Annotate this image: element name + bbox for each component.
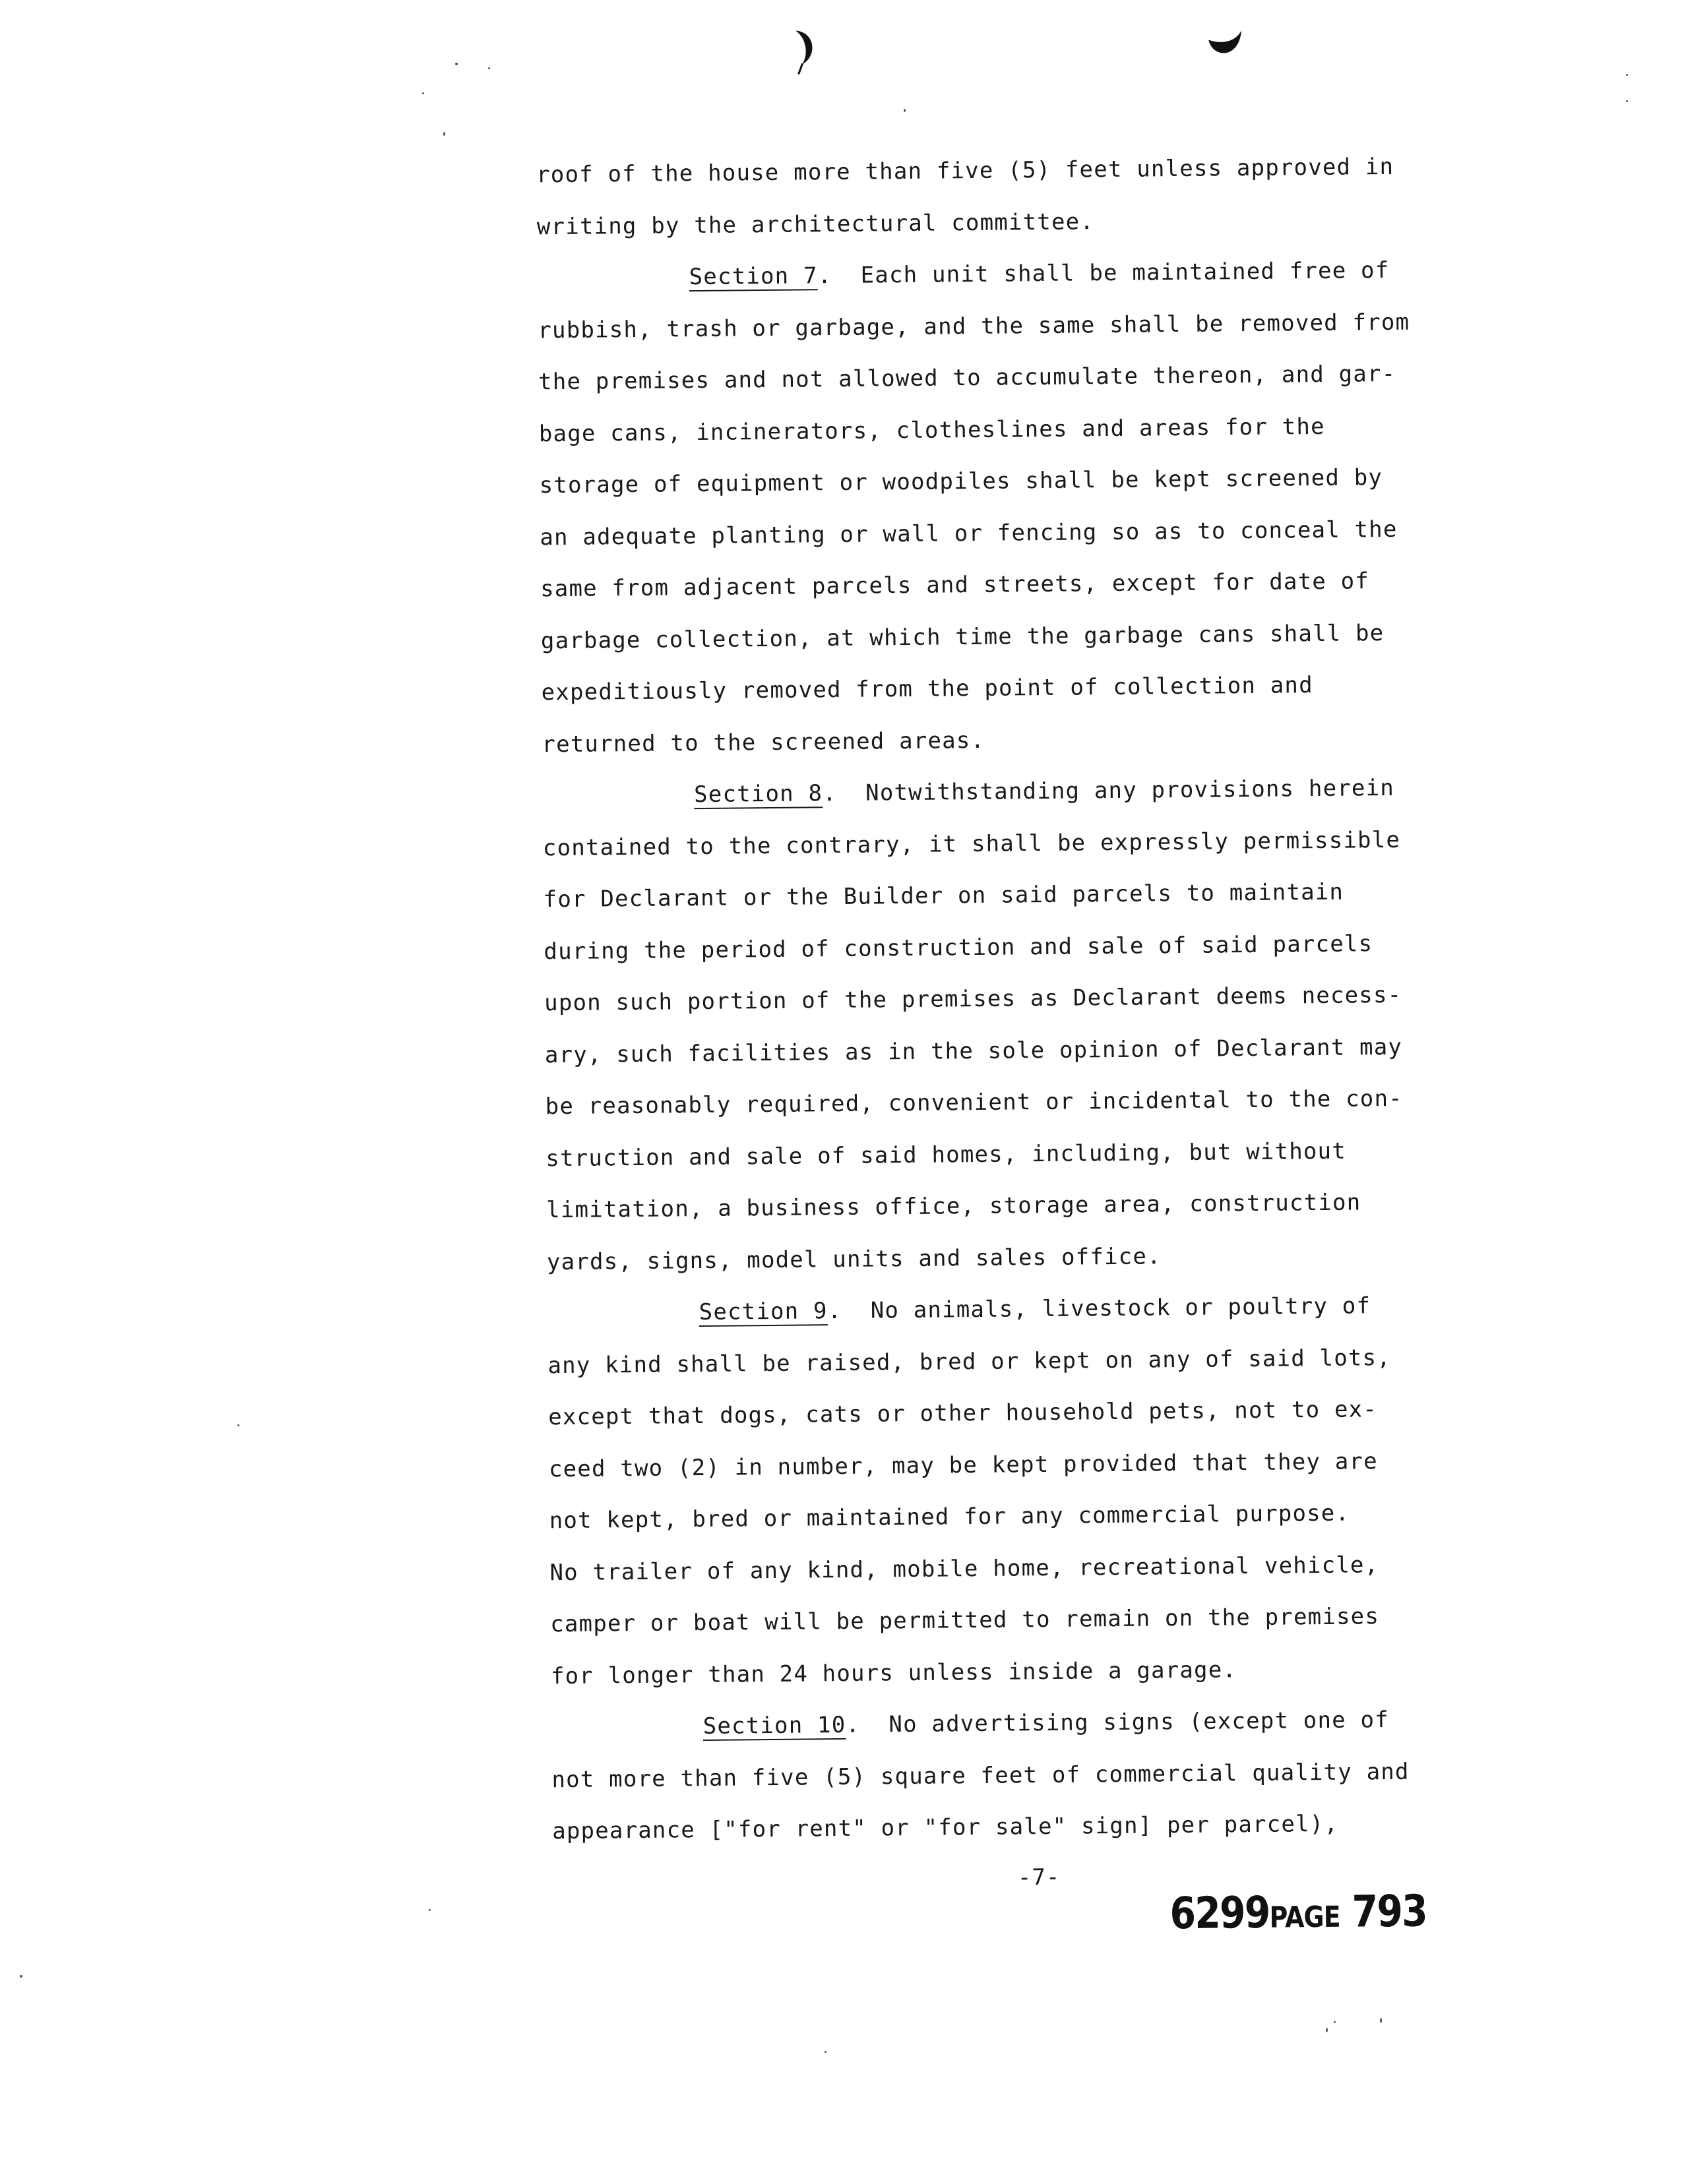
line-text: the premises and not allowed to accumulate thereon, and gar- xyxy=(538,360,1396,396)
text-line xyxy=(537,192,1487,253)
line-text: for longer than 24 hours unless inside a garage. xyxy=(550,1656,1237,1689)
scan-speck xyxy=(1334,2021,1336,2023)
line-text: not more than five (5) square feet of commercial quality and xyxy=(551,1758,1410,1793)
text-line xyxy=(541,657,1491,718)
text-line xyxy=(536,140,1487,201)
scan-speck xyxy=(1626,74,1628,76)
line-text: storage of equipment or woodpiles shall be kept screened by xyxy=(539,464,1383,499)
text-line xyxy=(545,1124,1496,1184)
text-line xyxy=(551,1745,1502,1805)
line-text: appearance ["for rent" or "for sale" sign] per parcel), xyxy=(552,1810,1339,1845)
line-text: bage cans, incinerators, clotheslines and areas for the xyxy=(538,413,1325,447)
text-line xyxy=(548,1382,1499,1443)
line-text: not kept, bred or maintained for any commercial purpose. xyxy=(549,1500,1350,1534)
scan-speck xyxy=(429,1909,431,1911)
line-text: roof of the house more than five (5) feet unless approved in xyxy=(536,153,1394,189)
line-text: ary, such facilities as in the sole opinion of Declarant may xyxy=(544,1033,1403,1068)
line-text: for Declarant or the Builder on said parcels to maintain xyxy=(543,878,1344,913)
line-text: same from adjacent parcels and streets, except for date of xyxy=(540,568,1370,603)
line-text: garbage collection, at which time the garbage cans shall be xyxy=(540,619,1385,654)
scan-speck xyxy=(455,63,458,65)
scan-speck xyxy=(237,1424,239,1426)
line-text: . No advertising signs (except one of xyxy=(846,1707,1390,1738)
text-line xyxy=(544,917,1494,977)
text-line xyxy=(539,399,1489,460)
scan-speck xyxy=(825,2051,826,2053)
text-line xyxy=(543,813,1493,874)
line-text: during the period of construction and sale of said parcels xyxy=(544,930,1373,965)
line-text: limitation, a business office, storage area, construction xyxy=(546,1189,1361,1224)
line-text: . No animals, livestock or poultry of xyxy=(827,1292,1371,1325)
line-text: ceed two (2) in number, may be kept provided that they are xyxy=(548,1447,1378,1482)
line-text: be reasonably required, convenient or incidental to the con- xyxy=(545,1085,1404,1120)
text-line xyxy=(542,710,1492,770)
punch-hole-mark-right xyxy=(1203,21,1250,68)
line-text: any kind shall be raised, bred or kept on any of said lots, xyxy=(547,1344,1392,1379)
text-line xyxy=(543,864,1493,925)
text-line xyxy=(549,1538,1500,1598)
text-line xyxy=(552,1796,1503,1857)
scan-speck xyxy=(904,109,906,112)
document-body xyxy=(536,140,1503,1858)
line-text: No trailer of any kind, mobile home, recreational vehicle, xyxy=(549,1551,1379,1586)
line-text: rubbish, trash or garbage, and the same shall be removed from xyxy=(538,309,1410,344)
scan-speck xyxy=(443,132,445,136)
section-heading: Section 7 xyxy=(689,262,818,291)
text-line xyxy=(546,1175,1497,1236)
scan-speck xyxy=(1380,2018,1382,2023)
text-line xyxy=(549,1434,1499,1495)
scan-speck xyxy=(422,92,424,94)
recording-stamp xyxy=(1169,1885,1427,1939)
text-line xyxy=(547,1279,1497,1339)
text-line xyxy=(541,606,1491,667)
text-line xyxy=(542,761,1493,822)
scan-speck xyxy=(20,1975,22,1978)
text-line xyxy=(538,295,1488,356)
line-text: an adequate planting or wall or fencing so as to conceal the xyxy=(540,516,1398,551)
stamp-page-number: 793 xyxy=(1352,1885,1427,1937)
text-line xyxy=(537,244,1487,305)
stamp-book-number: 6299 xyxy=(1169,1887,1270,1939)
text-line xyxy=(544,968,1495,1029)
line-text: camper or boat will be permitted to remain on the premises xyxy=(550,1603,1380,1638)
text-line xyxy=(540,502,1490,563)
section-heading: Section 10 xyxy=(702,1711,846,1740)
line-text: yards, signs, model units and sales office. xyxy=(546,1242,1162,1275)
text-line xyxy=(547,1331,1498,1391)
text-line xyxy=(538,347,1489,408)
section-heading: Section 8 xyxy=(693,780,823,808)
line-text: expeditiously removed from the point of collection and xyxy=(541,672,1313,706)
scan-speck xyxy=(488,67,490,69)
line-text: . Each unit shall be maintained free of xyxy=(817,257,1390,289)
text-line xyxy=(551,1641,1501,1702)
line-text: except that dogs, cats or other household pets, not to ex- xyxy=(548,1396,1378,1431)
text-line xyxy=(539,450,1489,511)
text-line xyxy=(549,1486,1499,1546)
scan-speck xyxy=(1626,100,1628,102)
text-line xyxy=(540,554,1491,615)
scan-speck xyxy=(1326,2028,1328,2032)
line-text: contained to the contrary, it shall be expressly permissible xyxy=(542,826,1401,861)
line-text: returned to the screened areas. xyxy=(542,727,985,758)
text-line xyxy=(545,1072,1495,1132)
line-text: struction and sale of said homes, including, but without xyxy=(545,1138,1347,1172)
text-line xyxy=(551,1693,1501,1753)
line-text: . Notwithstanding any provisions herein xyxy=(822,774,1395,807)
stamp-page-label: PAGE xyxy=(1269,1900,1340,1935)
punch-hole-mark-left xyxy=(789,25,829,78)
text-line xyxy=(547,1227,1497,1288)
text-line xyxy=(550,1589,1501,1650)
text-line xyxy=(545,1020,1495,1081)
section-heading: Section 9 xyxy=(699,1298,828,1326)
line-text: upon such portion of the premises as Declarant deems necess- xyxy=(544,981,1402,1017)
page-number: -7- xyxy=(1017,1864,1061,1891)
line-text: writing by the architectural committee. xyxy=(536,208,1095,240)
